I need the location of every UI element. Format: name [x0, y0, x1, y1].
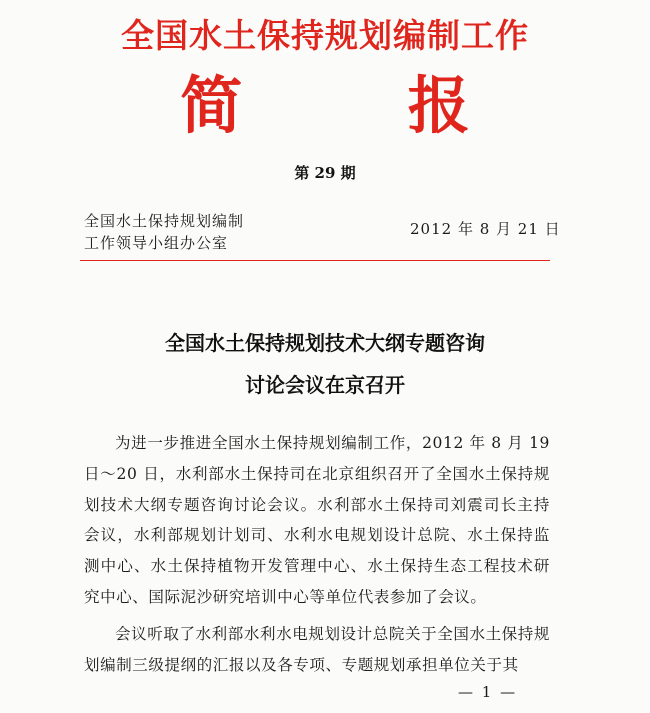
issuer-line-1: 全国水土保持规划编制 [84, 212, 245, 230]
issuer-line-2: 工作领导小组办公室 [84, 234, 229, 252]
issue-date: 2012 年 8 月 21 日 [410, 220, 561, 238]
red-divider-line [80, 260, 550, 261]
article-paragraph-1: 为进一步推进全国水土保持规划编制工作，2012 年 8 月 19 日～20 日，水利部水土保持司在北京组织召开了全国水土保持规划技术大纲专题咨询讨论会议。水利部水土保持司刘震司长主持会议，水利部规划计划司、水利水电规划设计总院、水土保持监测中心、水土保持植物开发管理中心、水土保持生态工程技术研究中心、国际泥沙研究培训中心等单位代表参加了会议。 [84, 434, 550, 606]
article-title-line-2: 讨论会议在京召开 [245, 373, 405, 397]
issuer-block [84, 210, 244, 254]
masthead-bulletin-title: 简 报 [180, 69, 542, 142]
article-title-line-1: 全国水土保持规划技术大纲专题咨询 [165, 331, 485, 355]
article-paragraph-2: 会议听取了水利部水利水电规划设计总院关于全国水土保持规划编制三级提纲的汇报以及各专项、专题规划承担单位关于其 [84, 624, 550, 674]
page-number: — 1 — [458, 683, 518, 701]
article-body [84, 428, 550, 686]
article-title [0, 322, 650, 406]
issue-number: 第 29 期 [294, 164, 356, 182]
masthead-title: 全国水土保持规划编制工作 [121, 16, 529, 55]
